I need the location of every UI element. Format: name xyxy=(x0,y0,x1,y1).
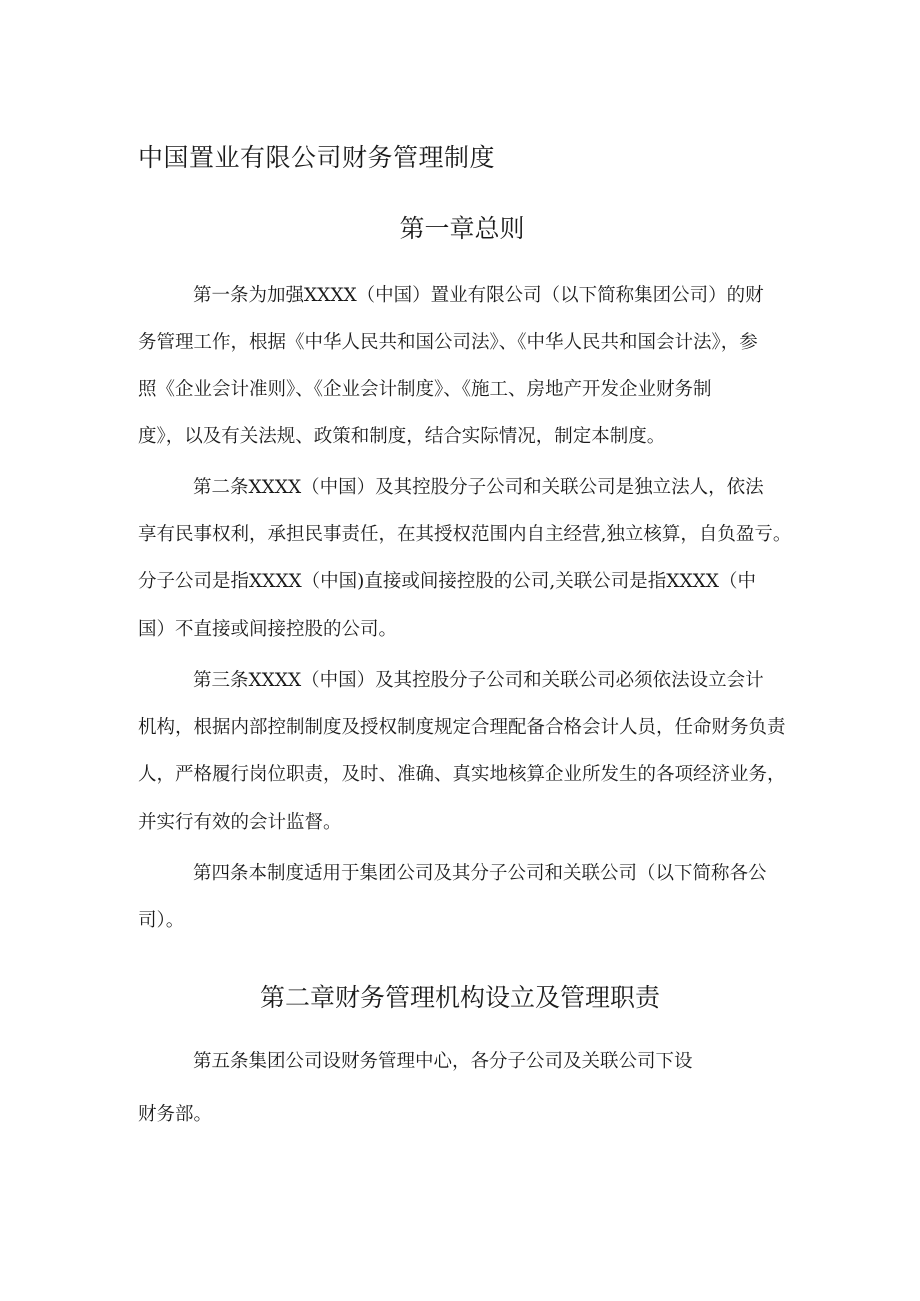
article-1-line-4: 度》，以及有关法规、政策和制度，结合实际情况，制定本制度。 xyxy=(138,426,666,447)
article-4-line-2: 司）。 xyxy=(138,910,185,931)
article-2-line-3: 分子公司是指XXXX（中国)直接或间接控股的公司,关联公司是指XXXX（中 xyxy=(138,571,756,592)
article-4-line-1: 第四条本制度适用于集团公司及其分子公司和关联公司（以下简称各公 xyxy=(193,863,767,884)
article-1-line-1: 第一条为加强XXXX（中国）置业有限公司（以下简称集团公司）的财 xyxy=(193,285,764,306)
chapter-1-heading: 第一章总则 xyxy=(399,214,525,243)
article-3-line-1: 第三条XXXX（中国）及其控股分子公司和关联公司必须依法设立会计 xyxy=(193,670,764,691)
document-title: 中国置业有限公司财务管理制度 xyxy=(138,143,496,172)
article-5-line-1: 第五条集团公司设财务管理中心，各分子公司及关联公司下设 xyxy=(193,1051,693,1072)
article-1-line-2: 务管理工作，根据《中华人民共和国公司法》、《中华人民共和国会计法》，参 xyxy=(138,332,758,353)
article-1-line-3: 照《企业会计准则》、《企业会计制度》、《施工、房地产开发企业财务制 xyxy=(138,379,712,400)
chapter-2-heading: 第二章财务管理机构设立及管理职责 xyxy=(259,983,660,1012)
article-2-line-1: 第二条XXXX（中国）及其控股分子公司和关联公司是独立法人，依法 xyxy=(193,477,764,498)
article-2-line-2: 享有民事权利，承担民事责任，在其授权范围内自主经营,独立核算，自负盈亏。 xyxy=(138,524,792,545)
article-3-line-4: 并实行有效的会计监督。 xyxy=(138,812,342,833)
article-2-line-4: 国）不直接或间接控股的公司。 xyxy=(138,619,398,640)
article-5-line-2: 财务部。 xyxy=(138,1104,213,1125)
article-3-line-2: 机构，根据内部控制制度及授权制度规定合理配备合格会计人员，任命财务负责 xyxy=(138,717,786,738)
article-3-line-3: 人，严格履行岗位职责，及时、准确、真实地核算企业所发生的各项经济业务， xyxy=(138,764,786,785)
